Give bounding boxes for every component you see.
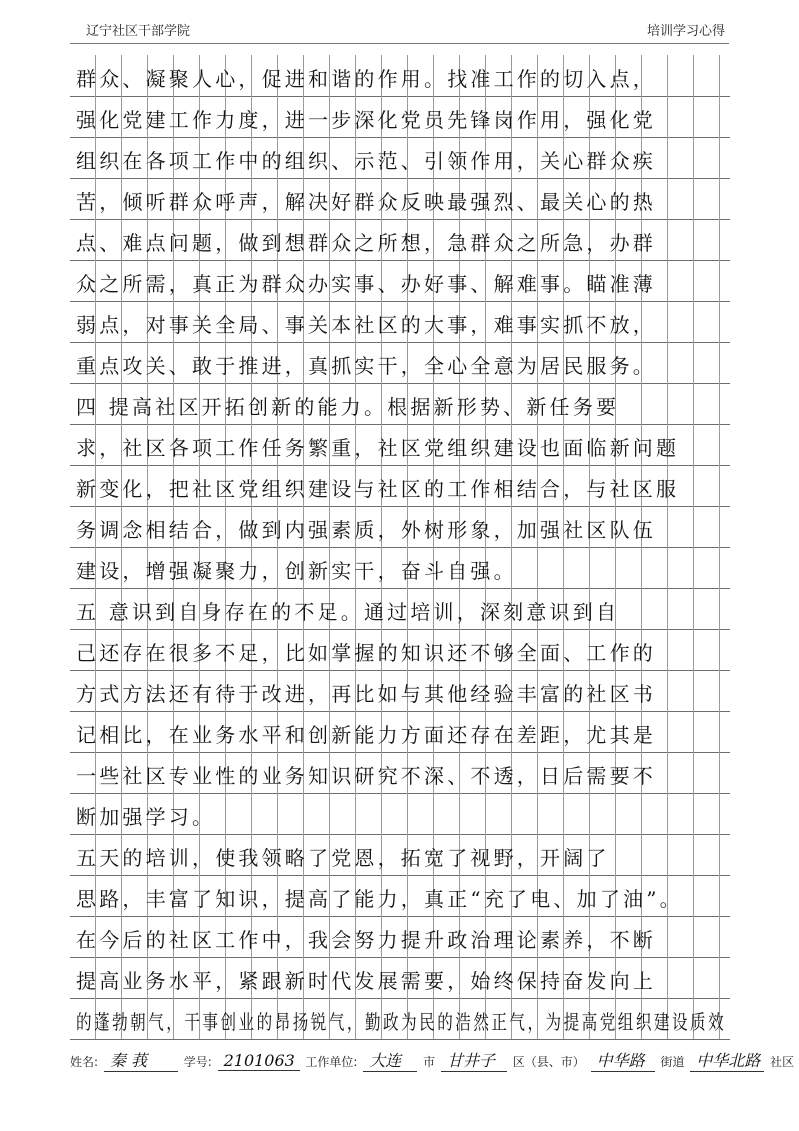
street-label: 街道 [660,1055,685,1069]
work-unit-label: 工作单位: [305,1055,358,1069]
writing-line [70,260,730,302]
handwritten-text: 五 意识到自身存在的不足。通过培训，深刻意识到自 [76,600,620,624]
writing-line [70,342,730,384]
handwritten-text: 的蓬勃朝气，干事创业的昂扬锐气，勤政为民的浩然正气，为提高党组织建设质效 [76,1010,727,1034]
student-id-value: 2101063 [218,1051,300,1071]
writing-line [70,834,730,876]
handwritten-text: 提高业务水平，紧跟新时代发展需要，始终保持奋发向上 [76,969,656,993]
header-doc-title: 培训学习心得 [646,24,725,39]
handwritten-text: 四 提高社区开拓创新的能力。根据新形势、新任务要 [76,395,620,419]
handwritten-text: 记相比，在业务水平和创新能力方面还存在差距，尤其是 [76,723,656,747]
writing-line [70,383,730,425]
writing-line [70,670,730,712]
district-label: 区（县、市） [512,1055,585,1069]
handwritten-text: 众之所需，真正为群众办实事、办好事、解难事。瞄准薄 [76,272,656,296]
handwritten-text: 己还存在很多不足，比如掌握的知识还不够全面、工作的 [76,641,656,665]
writing-line [70,752,730,794]
writing-line [70,301,730,343]
writing-line [70,916,730,958]
handwritten-text: 在今后的社区工作中，我会努力提升政治理论素养，不断 [76,928,656,952]
writing-line [70,219,730,261]
name-label: 姓名: [70,1055,99,1069]
handwritten-text: 点、难点问题，做到想群众之所想，急群众之所急，办群 [76,231,656,255]
city-value: 大连 [363,1048,417,1072]
handwritten-text: 务调念相结合，做到内强素质，外树形象，加强社区队伍 [76,518,656,542]
writing-line [70,465,730,507]
header-divider [70,43,729,44]
writing-line [70,55,730,97]
name-value: 秦 莪 [104,1048,178,1072]
writing-line [70,711,730,753]
writing-line [70,957,730,999]
writing-line [70,998,730,1040]
handwritten-text: 重点攻关、敢于推进，真抓实干，全心全意为居民服务。 [76,354,656,378]
handwritten-text: 建设，增强凝聚力，创新实干，奋斗自强。 [76,559,517,583]
header-college-name: 辽宁社区干部学院 [86,24,191,39]
writing-line [70,547,730,589]
student-info-footer [70,1048,795,1072]
writing-line [70,588,730,630]
writing-line [70,178,730,220]
community-label: 社区 [770,1055,795,1069]
district-value: 甘井子 [441,1048,507,1072]
handwritten-text: 思路，丰富了知识，提高了能力，真正“充了电、加了油”。 [76,887,683,911]
writing-line [70,875,730,917]
writing-line [70,793,730,835]
handwritten-text: 苦，倾听群众呼声，解决好群众反映最强烈、最关心的热 [76,190,656,214]
street-value: 中华路 [591,1048,655,1072]
city-label: 市 [423,1055,436,1069]
writing-line [70,629,730,671]
handwritten-text: 求，社区各项工作任务繁重，社区党组织建设也面临新问题 [76,436,680,460]
community-value: 中华北路 [690,1048,764,1072]
student-id-label: 学号: [183,1055,212,1069]
writing-line [70,96,730,138]
handwritten-text: 组织在各项工作中的组织、示范、引领作用，关心群众疾 [76,149,656,173]
handwritten-text: 五天的培训，使我领略了党恩，拓宽了视野，开阔了 [76,846,610,870]
writing-line [70,137,730,179]
handwritten-text: 断加强学习。 [76,805,216,829]
handwritten-text: 新变化，把社区党组织建设与社区的工作相结合，与社区服 [76,477,680,501]
handwritten-text: 弱点，对事关全局、事关本社区的大事，难事实抓不放， [76,313,656,337]
writing-grid [70,55,730,1040]
writing-line [70,506,730,548]
handwritten-text: 方式方法还有待于改进，再比如与其他经验丰富的社区书 [76,682,656,706]
handwritten-text: 强化党建工作力度，进一步深化党员先锋岗作用，强化党 [76,108,656,132]
writing-line [70,424,730,466]
handwritten-text: 一些社区专业性的业务知识研究不深、不透，日后需要不 [76,764,656,788]
handwritten-text: 群众、凝聚人心，促进和谐的作用。找准工作的切入点， [76,67,656,91]
